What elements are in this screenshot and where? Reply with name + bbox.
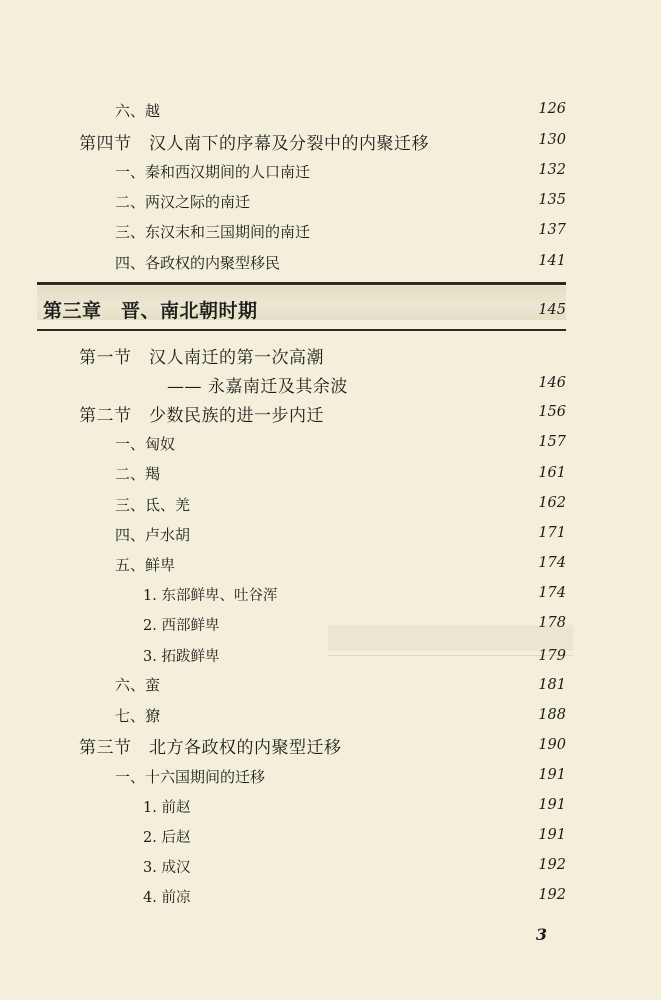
toc-subentry: 1. 前赵 [143,800,191,816]
page-number: 171 [538,525,566,541]
page-number: 135 [538,192,566,208]
bleed-through-band [328,625,573,651]
toc-entry: 四、各政权的内聚型移民 [115,254,281,272]
toc-subtitle-entry: —— 永嘉南迁及其余波 [167,377,348,397]
toc-entry: 四、卢水胡 [115,526,191,544]
page-number: 192 [538,887,566,903]
toc-subentry: 1. 东部鲜卑、吐谷浑 [143,588,278,604]
toc-entry: 七、獠 [115,707,161,725]
toc-entry: 二、羯 [115,465,161,483]
page-number: 188 [538,707,566,723]
page-number: 190 [538,737,566,753]
page-number: 179 [538,648,566,664]
toc-section-entry: 第三节 北方各政权的内聚型迁移 [79,738,342,758]
toc-section-entry: 第一节 汉人南迁的第一次高潮 [79,348,324,368]
page-number: 132 [538,162,566,178]
toc-subentry: 2. 西部鲜卑 [143,618,220,634]
toc-subentry: 3. 拓跋鲜卑 [143,649,220,665]
page-number: 174 [538,555,566,571]
chapter-bottom-rule [37,329,566,331]
toc-subentry: 2. 后赵 [143,830,191,846]
toc-entry: 三、东汉末和三国期间的南迁 [115,223,311,241]
page-number: 161 [538,465,566,481]
toc-entry: 一、十六国期间的迁移 [115,768,266,786]
page-number: 146 [538,375,566,391]
page-number: 157 [538,434,566,450]
toc-subentry: 4. 前凉 [143,890,191,906]
page-folio: 3 [535,925,547,944]
toc-section-entry: 第二节 少数民族的进一步内迁 [79,406,324,426]
toc-entry: 六、越 [115,102,161,120]
page-number: 191 [538,797,566,813]
toc-entry: 三、氐、羌 [115,496,191,514]
toc-entry: 五、鲜卑 [115,556,176,574]
page-number: 181 [538,677,566,693]
toc-entry: 二、两汉之际的南迁 [115,193,251,211]
page-number: 141 [538,253,566,269]
toc-subentry: 3. 成汉 [143,860,191,876]
page-number: 191 [538,767,566,783]
page-number: 174 [538,585,566,601]
page-number: 162 [538,495,566,511]
toc-section-entry: 第四节 汉人南下的序幕及分裂中的内聚迁移 [79,134,429,154]
page-number: 191 [538,827,566,843]
page-number: 192 [538,857,566,873]
page-number: 126 [538,101,566,117]
toc-entry: 六、蛮 [115,676,161,694]
chapter-page-number: 145 [538,302,566,318]
page-number: 178 [538,615,566,631]
chapter-title: 第三章 晋、南北朝时期 [43,300,258,322]
toc-entry: 一、秦和西汉期间的人口南迁 [115,163,311,181]
page-number: 137 [538,222,566,238]
chapter-top-rule [37,282,566,285]
bleed-through-rule [328,655,573,656]
toc-entry: 一、匈奴 [115,435,176,453]
page-number: 130 [538,132,566,148]
page-number: 156 [538,404,566,420]
